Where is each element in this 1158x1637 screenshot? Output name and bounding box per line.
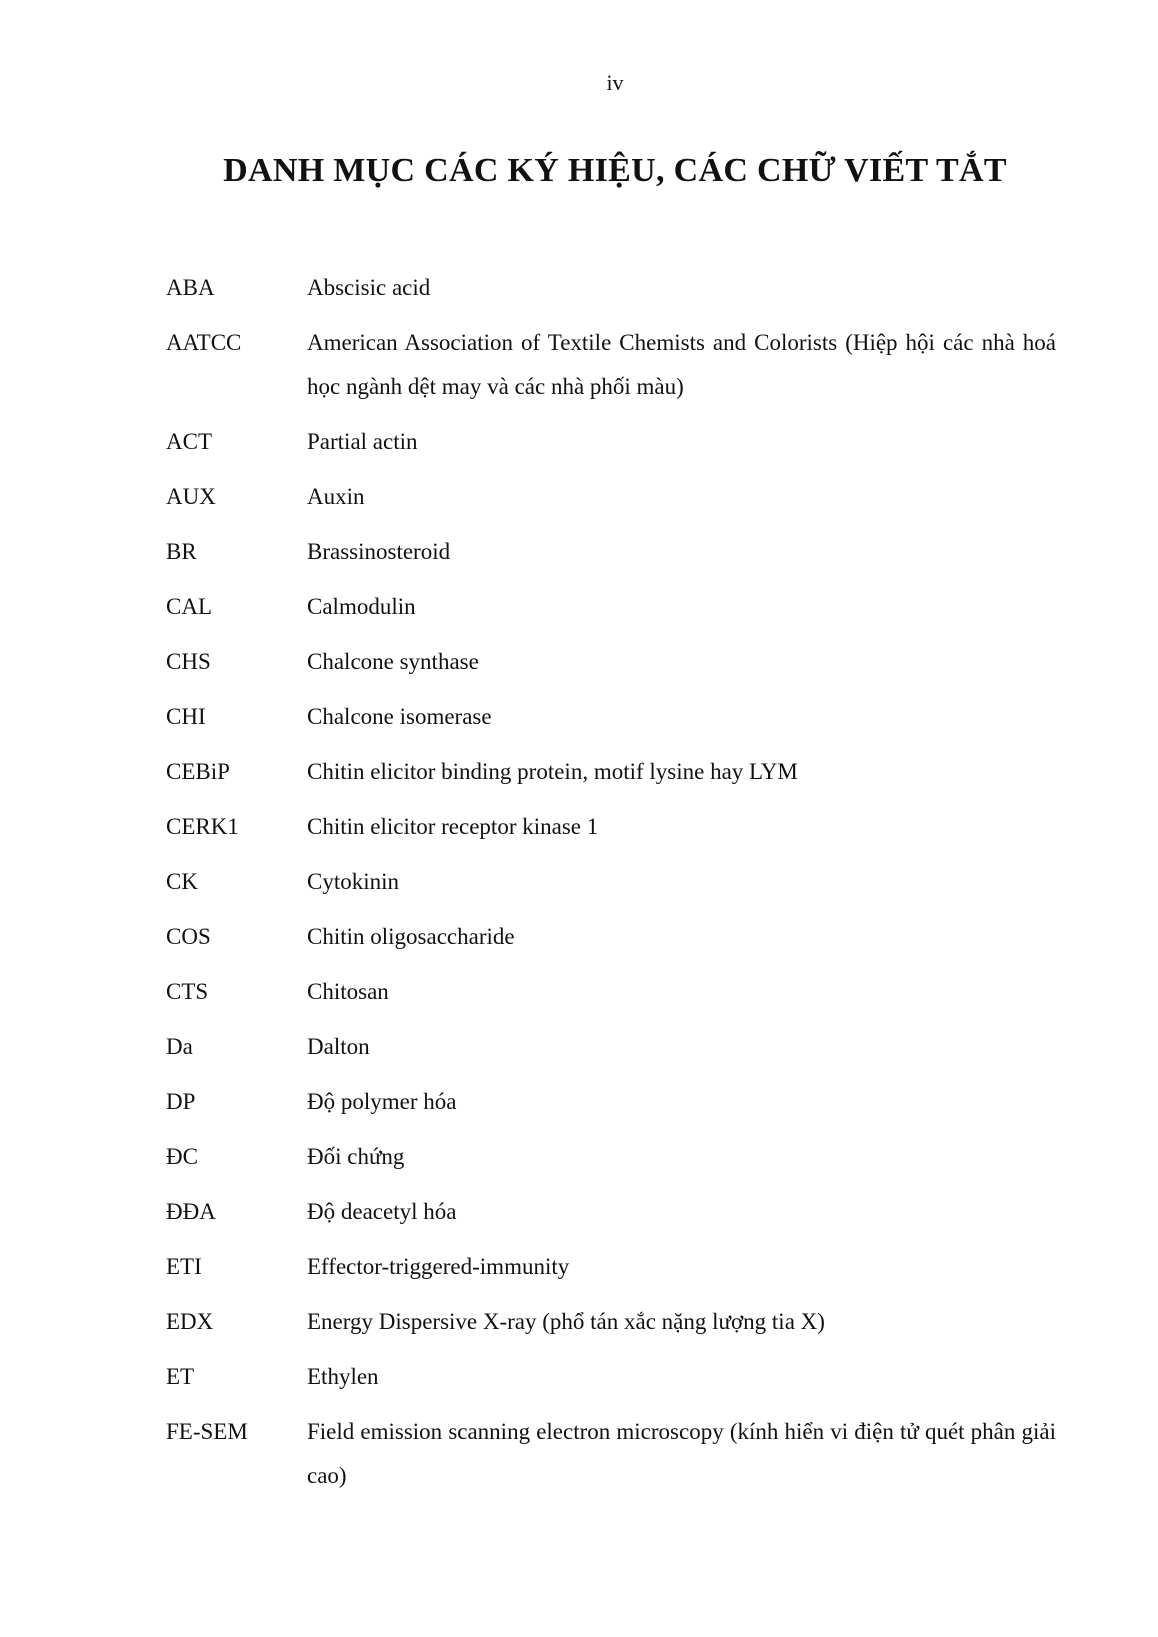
page-number: iv [606, 70, 624, 95]
abbreviation-row [166, 1135, 1056, 1179]
abbreviation-code: ABA [166, 275, 215, 300]
abbreviation-code: CEBiP [166, 759, 230, 784]
abbreviation-row [166, 1355, 1056, 1399]
abbreviation-row [166, 1245, 1056, 1289]
abbreviation-row [166, 915, 1056, 959]
abbreviation-code: ETI [166, 1254, 202, 1279]
abbreviation-row [166, 750, 1056, 794]
abbreviation-list [166, 266, 1056, 1509]
abbreviation-description: Đối chứng [307, 1144, 405, 1169]
abbreviation-code: ĐC [166, 1144, 198, 1169]
abbreviation-description: Chitin elicitor receptor kinase 1 [307, 814, 599, 839]
abbreviation-description: Độ deacetyl hóa [307, 1199, 457, 1224]
abbreviation-description: Chitosan [307, 979, 389, 1004]
abbreviation-description: Calmodulin [307, 594, 416, 619]
abbreviation-row [166, 585, 1056, 629]
abbreviation-row [166, 1410, 1056, 1498]
abbreviation-code: ĐĐA [166, 1199, 216, 1224]
abbreviation-code: CHS [166, 649, 211, 674]
abbreviation-description: American Association of Textile Chemists and Colorists (Hiệp hội các nhà hoá học ngành dệt may và các nhà phối màu) [307, 330, 1056, 399]
abbreviation-code: AATCC [166, 330, 242, 355]
abbreviation-row [166, 475, 1056, 519]
abbreviation-row [166, 805, 1056, 849]
abbreviation-row [166, 640, 1056, 684]
abbreviation-row [166, 321, 1056, 409]
abbreviation-description: Độ polymer hóa [307, 1089, 457, 1114]
abbreviation-code: FE-SEM [166, 1419, 248, 1444]
abbreviation-description: Auxin [307, 484, 365, 509]
abbreviation-row [166, 1080, 1056, 1124]
abbreviation-code: AUX [166, 484, 216, 509]
abbreviation-description: Energy Dispersive X-ray (phổ tán xắc nặng lượng tia X) [307, 1309, 825, 1334]
abbreviation-description: Brassinosteroid [307, 539, 451, 564]
abbreviation-row [166, 970, 1056, 1014]
abbreviation-description: Chalcone synthase [307, 649, 479, 674]
abbreviation-description: Cytokinin [307, 869, 400, 894]
abbreviation-row [166, 420, 1056, 464]
abbreviation-description: Chalcone isomerase [307, 704, 492, 729]
abbreviation-code: CTS [166, 979, 209, 1004]
abbreviation-row [166, 1300, 1056, 1344]
abbreviation-description: Partial actin [307, 429, 418, 454]
abbreviation-row [166, 530, 1056, 574]
abbreviation-code: COS [166, 924, 211, 949]
abbreviation-description: Chitin oligosaccharide [307, 924, 515, 949]
abbreviation-row [166, 1190, 1056, 1234]
abbreviation-code: CHI [166, 704, 206, 729]
page-title: DANH MỤC CÁC KÝ HIỆU, CÁC CHỮ VIẾT TẮT [223, 152, 1007, 189]
abbreviation-code: CERK1 [166, 814, 239, 839]
abbreviation-description: Dalton [307, 1034, 370, 1059]
abbreviation-code: CAL [166, 594, 212, 619]
abbreviation-code: ACT [166, 429, 212, 454]
abbreviation-code: BR [166, 539, 197, 564]
abbreviation-description: Field emission scanning electron microscopy (kính hiển vi điện tử quét phân giải cao) [307, 1419, 1056, 1488]
abbreviation-code: CK [166, 869, 198, 894]
abbreviation-code: EDX [166, 1309, 214, 1334]
abbreviation-description: Abscisic acid [307, 275, 431, 300]
abbreviation-row [166, 695, 1056, 739]
abbreviation-description: Effector-triggered-immunity [307, 1254, 570, 1279]
abbreviation-code: Da [166, 1034, 193, 1059]
abbreviation-row [166, 266, 1056, 310]
abbreviation-description: Ethylen [307, 1364, 379, 1389]
abbreviation-description: Chitin elicitor binding protein, motif lysine hay LYM [307, 759, 798, 784]
abbreviation-row [166, 860, 1056, 904]
abbreviation-row [166, 1025, 1056, 1069]
abbreviation-code: DP [166, 1089, 196, 1114]
abbreviation-code: ET [166, 1364, 195, 1389]
